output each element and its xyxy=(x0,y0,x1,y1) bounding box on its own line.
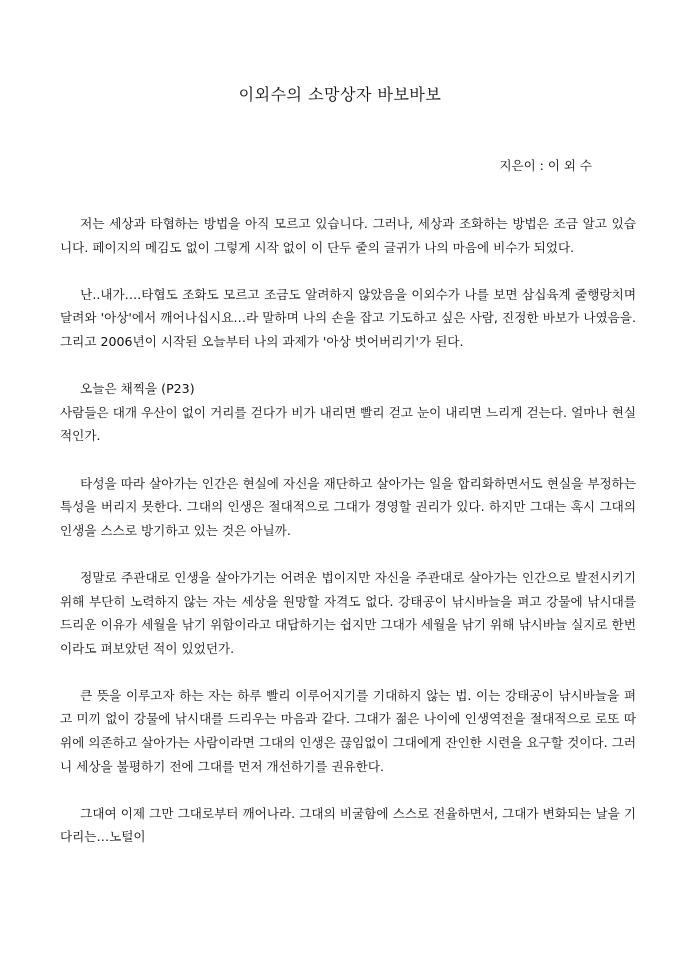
paragraph-6: 큰 뜻을 이루고자 하는 자는 하루 빨리 이루어지기를 기대하지 않는 법. 이는 강태공이 낚시바늘을 펴고 미끼 없이 강물에 낚시대를 드리우는 마음과 같다. 그대가 젊은 나이에 인생역전을 절대적으로 로또 따위에 의존하고 살아가는 사람이라면 그대의 인생은 끊임없이 그대에게 잔인한 시련을 요구할 것이다. 그러니 세상을 불평하기 전에 그대를 먼저 개선하기를 권유한다. xyxy=(60,687,636,774)
paragraph-1: 저는 세상과 타협하는 방법을 아직 모르고 있습니다. 그러나, 세상과 조화하는 방법은 조금 알고 있습니다. 페이지의 메김도 없이 그렇게 시작 없이 이 단두 줄의 글귀가 나의 마음에 비수가 되었다. xyxy=(60,216,636,255)
paragraph-7: 그대여 이제 그만 그대로부터 깨어나라. 그대의 비굴함에 스스로 전율하면서, 그대가 변화되는 날을 기다리는…노털이 xyxy=(60,805,636,845)
document-body xyxy=(60,212,636,873)
section-heading: 오늘은 채찍을 (P23) xyxy=(80,381,195,397)
author-line: 지은이 : 이 외 수 xyxy=(499,158,592,173)
document-title: 이외수의 소망상자 바보바보 xyxy=(238,85,442,104)
paragraph-3: 사람들은 대개 우산이 없이 거리를 걷다가 비가 내리면 빨리 걷고 눈이 내리면 느리게 걷는다. 얼마나 현실적인가. xyxy=(60,404,636,444)
paragraph-5: 정말로 주관대로 인생을 살아가기는 어려운 법이지만 자신을 주관대로 살아가는 인간으로 발전시키기 위해 부단히 노력하지 않는 자는 세상을 원망할 자격도 없다. 강태공이 낚시바늘을 펴고 강물에 낚시대를 드리운 이유가 세월을 낚기 위함이라고 대답하기는 쉽지만 그대가 세월을 낚기 위해 낚시바늘 실지로 한번이라도 펴보았던 적이 있었던가. xyxy=(60,569,636,656)
paragraph-2: 난..내가….타협도 조화도 모르고 조금도 알려하지 않았음을 이외수가 나를 보면 삼십육계 줄행랑치며 달려와 '아상'에서 깨어나십시요…라 말하며 나의 손을 잡고 기도하고 싶은 사람, 진정한 바보가 나였음을. 그리고 2006년이 시작된 오늘부터 나의 과제가 '아상 벗어버리기'가 된다. xyxy=(60,286,636,349)
paragraph-4: 타성을 따라 살아가는 인간은 현실에 자신을 재단하고 살아가는 일을 합리화하면서도 현실을 부정하는 특성을 버리지 못한다. 그대의 인생은 절대적으로 그대가 경영할 권리가 있다. 하지만 그대는 혹시 그대의 인생을 스스로 방기하고 있는 것은 아닐까. xyxy=(60,475,636,538)
